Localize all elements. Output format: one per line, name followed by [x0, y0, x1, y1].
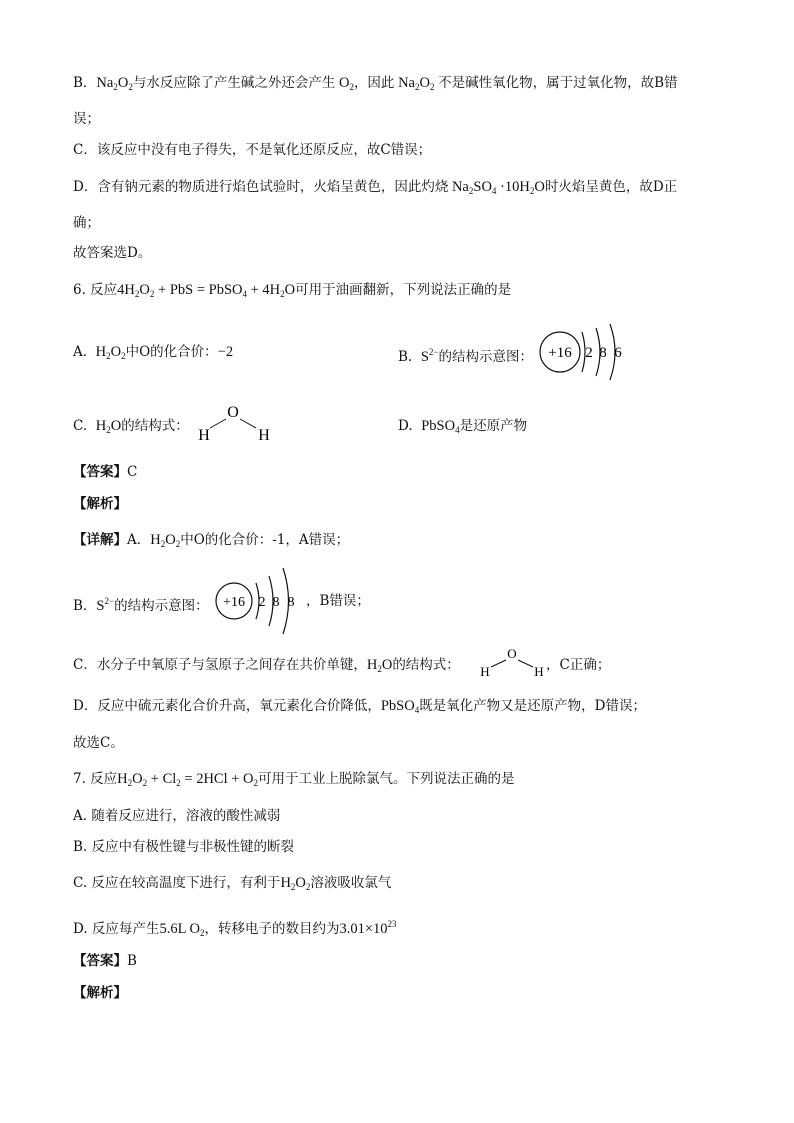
- detail-6b: B．$S^{2-}$的结构示意图：: [73, 596, 209, 614]
- paragraph-c: C．该反应中没有电子得失，不是氧化还原反应，故C错误；: [73, 142, 432, 158]
- hydrogen-atom: H: [258, 427, 270, 444]
- analysis-6: 【解析】: [73, 496, 127, 512]
- option-6d: D. PbSO$_4$是还原产物: [398, 418, 528, 435]
- hydrogen-atom: H: [198, 427, 210, 444]
- detail-6a: 【详解】A．$H_2O_2$中O的化合价：-1，A错误；: [73, 532, 350, 549]
- paragraph-d: D．含有钠元素的物质进行焰色试验时，火焰呈黄色，因此灼烧 $Na_2SO_4 \cdot 10H_2O$时火焰呈黄色，故D正: [73, 179, 678, 196]
- na2o2-explanation: B．$Na_2O_2$与水反应除了产生碱之外还会产生 $O_2$，因此 $Na_2O_2$ 不是碱性氧化物，属于过氧化物，故B错: [73, 75, 678, 92]
- conclusion-6: 故选C。: [73, 735, 124, 751]
- sulfur-ion-diagram-2: [214, 566, 306, 636]
- sulfur-ion-diagram-1: [538, 322, 630, 382]
- option-7c: C. 反应在较高温度下进行，有利于$H_2O_2$溶液吸收氯气: [73, 875, 392, 892]
- option-6b: B. $S^{2-}$的结构示意图：: [398, 347, 533, 365]
- water-structure-1: [192, 400, 274, 444]
- option-6c: C. $H_2O$的结构式：: [73, 418, 189, 435]
- answer-6: 【答案】C: [73, 464, 138, 480]
- option-6a: A. $H_2O_2$中O的化合价：−2: [73, 344, 234, 361]
- conclusion-5: 故答案选D。: [73, 245, 152, 261]
- hydrogen-atom: H: [480, 664, 490, 679]
- question-6: 6. 反应$4H_2O_2$ + PbS = PbSO$_4$ + $4H_2O$可用于油画翻新，下列说法正确的是: [73, 282, 512, 299]
- hydrogen-atom: H: [534, 664, 544, 679]
- shell-2: 8: [272, 595, 280, 610]
- answer-7: 【答案】B: [73, 953, 137, 969]
- option-7b: B. 反应中有极性键与非极性键的断裂: [73, 839, 295, 855]
- shell-3: 8: [287, 595, 295, 610]
- oxygen-atom: O: [507, 646, 517, 661]
- nucleus-charge: +16: [223, 595, 245, 610]
- option-7d: D. 反应每产生5.6L $O_2$，转移电子的数目约为$3.01\times 10^{23}$: [73, 919, 397, 938]
- shell-2: 8: [599, 345, 607, 361]
- shell-3: 6: [614, 345, 622, 361]
- formula-na2o2: $Na_2O_2$: [96, 75, 133, 92]
- option-7a: A. 随着反应进行，溶液的酸性减弱: [73, 808, 281, 824]
- detail-6c: C．水分子中氧原子与氢原子之间存在共价单键，$H_2O$的结构式：: [73, 657, 460, 674]
- water-structure-2: [478, 645, 546, 679]
- shell-1: 2: [258, 595, 266, 610]
- oxygen-atom: O: [227, 404, 239, 421]
- shell-1: 2: [585, 345, 593, 361]
- analysis-7: 【解析】: [73, 985, 127, 1001]
- detail-6d: D．反应中硫元素化合价升高，氧元素化合价降低，PbSO$_4$既是氧化产物又是还原产物，D错误；: [73, 698, 647, 715]
- nucleus-charge: +16: [548, 345, 572, 361]
- question-7: 7. 反应$H_2O_2 + Cl_2 = 2HCl + O_2$可用于工业上脱除氯气。下列说法正确的是: [73, 771, 515, 788]
